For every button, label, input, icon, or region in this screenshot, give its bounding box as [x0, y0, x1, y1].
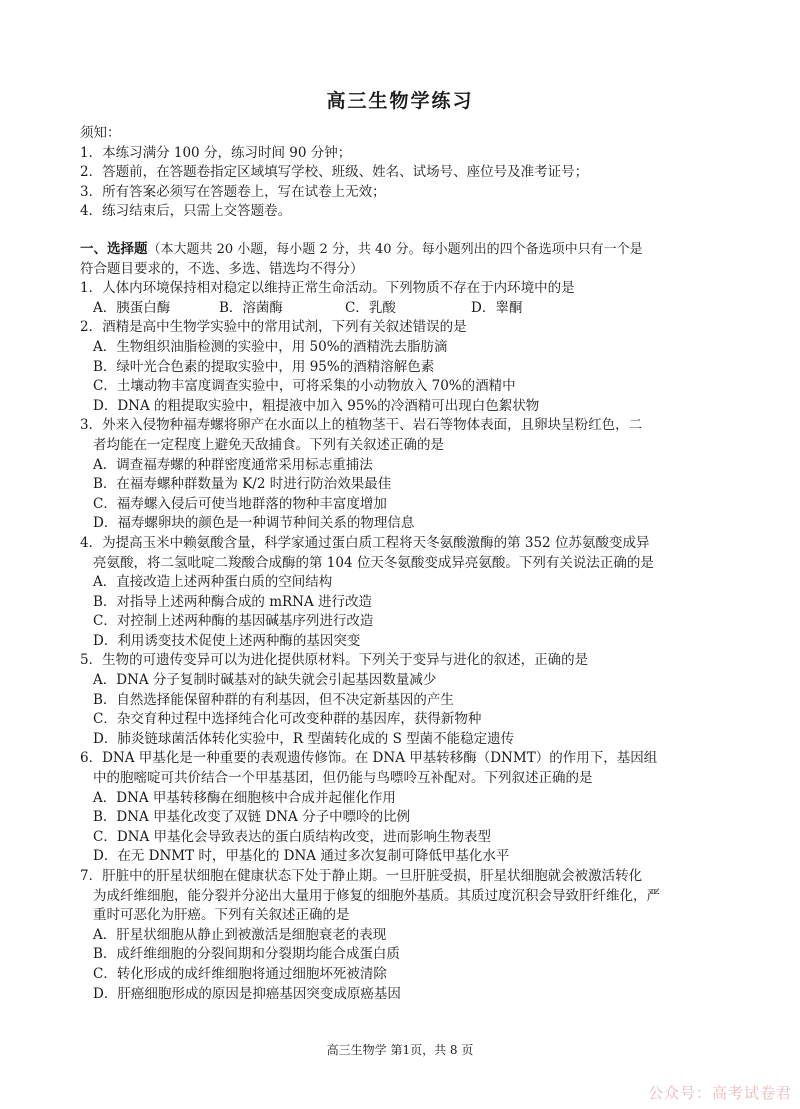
option-d: D．在无 DNMT 时，甲基化的 DNA 通过多次复制可降低甲基化水平 — [93, 848, 510, 865]
option-c: C．转化形成的成纤维细胞将通过细胞坏死被清除 — [93, 965, 387, 982]
watermark: 公众号：高考试卷君 — [647, 1084, 792, 1102]
option-a: A．生物组织油脂检测的实验中，用 50%的酒精洗去脂肪滴 — [93, 338, 448, 355]
questions-block — [80, 240, 720, 1004]
option-c: C．DNA 甲基化会导致表达的蛋白质结构改变，进而影响生物表型 — [93, 828, 492, 845]
page-footer: 高三生物学 第1页，共 8 页 — [326, 1043, 474, 1057]
question-4-stem-cont: 亮氨酸，将二氢吡啶二羧酸合成酶的第 104 位天冬氨酸变成异亮氨酸。下列有关说法正确的是 — [93, 554, 654, 571]
option-c: C．福寿螺入侵后可使当地群落的物种丰富度增加 — [93, 495, 387, 512]
question-1-options — [80, 299, 720, 319]
option-a: A．调查福寿螺的种群密度通常采用标志重捕法 — [93, 456, 373, 473]
question-4-stem: 4．为提高玉米中赖氨酸含量，科学家通过蛋白质工程将天冬氨酸激酶的第 352 位苏氨酸变成异 — [80, 534, 650, 551]
question-6-stem-cont: 中的胞嘧啶可共价结合一个甲基基团，但仍能与鸟嘌呤互补配对。下列叙述正确的是 — [93, 770, 593, 787]
option-b: B．DNA 甲基化改变了双链 DNA 分子中嘌呤的比例 — [93, 809, 411, 826]
option-d: D．利用诱变技术促使上述两种酶的基因突变 — [93, 632, 361, 649]
option-d: D．睾酮 — [471, 299, 523, 316]
option-b: B．成纤维细胞的分裂间期和分裂期均能合成蛋白质 — [93, 946, 400, 963]
section-desc: （本大题共 20 小题，每小题 2 分，共 40 分。每小题列出的四个备选项中只有一个是 — [147, 242, 643, 257]
page-title: 高三生物学练习 — [326, 90, 474, 112]
notice-block — [80, 124, 720, 222]
option-d: D．肝癌细胞形成的原因是抑癌基因突变成原癌基因 — [93, 985, 401, 1002]
notice-item: 2．答题前，在答题卷指定区域填写学校、班级、姓名、试场号、座位号及准考证号； — [80, 164, 589, 181]
option-a: A．肝星状细胞从静止到被激活是细胞衰老的表现 — [93, 926, 387, 943]
option-a: A．DNA 甲基转移酶在细胞核中合成并起催化作用 — [93, 789, 396, 806]
question-2-stem: 2．酒精是高中生物学实验中的常用试剂，下列有关叙述错误的是 — [80, 319, 467, 336]
option-c: C．杂交育种过程中选择纯合化可改变种群的基因库，获得新物种 — [93, 711, 482, 728]
option-a: A．直接改造上述两种蛋白质的空间结构 — [93, 574, 333, 591]
option-b: B．溶菌酶 — [219, 299, 283, 316]
section-title: 一、选择题 — [80, 241, 148, 257]
option-d: D．DNA 的粗提取实验中，粗提液中加入 95%的冷酒精可出现白色絮状物 — [93, 397, 540, 414]
option-b: B．对指导上述两种酶合成的 mRNA 进行改造 — [93, 593, 373, 610]
option-b: B．在福寿螺种群数量为 K/2 时进行防治效果最佳 — [93, 476, 392, 493]
option-a: A．胰蛋白酶 — [93, 299, 171, 316]
option-c: C．土壤动物丰富度调查实验中，可将采集的小动物放入 70%的酒精中 — [93, 378, 516, 395]
option-c: C．乳酸 — [345, 299, 396, 316]
option-d: D．肺炎链球菌活体转化实验中，R 型菌转化成的 S 型菌不能稳定遗传 — [93, 730, 515, 747]
question-3-stem-cont: 者均能在一定程度上避免天敌捕食。下列有关叙述正确的是 — [93, 436, 444, 453]
question-3-stem: 3．外来入侵物种福寿螺将卵产在水面以上的植物茎干、岩石等物体表面，且卵块呈粉红色，二 — [80, 417, 643, 434]
notice-item: 3．所有答案必须写在答题卷上，写在试卷上无效； — [80, 183, 386, 200]
option-a: A．DNA 分子复制时碱基对的缺失就会引起基因数量减少 — [93, 672, 437, 689]
option-c: C．对控制上述两种酶的基因碱基序列进行改造 — [93, 613, 374, 630]
question-5-stem: 5．生物的可遗传变异可以为进化提供原材料。下列关于变异与进化的叙述，正确的是 — [80, 652, 589, 669]
question-6-stem: 6．DNA 甲基化是一种重要的表观遗传修饰。在 DNA 甲基转移酶（DNMT）的作用下，基因组 — [80, 750, 658, 767]
option-d: D．福寿螺卵块的颜色是一种调节种间关系的物理信息 — [93, 515, 415, 532]
notice-item: 1．本练习满分 100 分，练习时间 90 分钟； — [80, 144, 352, 161]
question-7-stem-cont: 为成纤维细胞，能分裂并分泌出大量用于修复的细胞外基质。其质过度沉积会导致肝纤维化，严 — [93, 887, 660, 904]
option-b: B．自然选择能保留种群的有利基因，但不决定新基因的产生 — [93, 691, 454, 708]
section-desc: 符合题目要求的，不选、多选、错选均不得分） — [80, 260, 364, 277]
section-header — [80, 240, 720, 260]
notice-item: 4．练习结束后，只需上交答题卷。 — [80, 203, 292, 220]
notice-heading: 须知： — [80, 125, 121, 141]
question-7-stem-cont: 重时可恶化为肝癌。下列有关叙述正确的是 — [93, 907, 350, 924]
question-1-stem: 1．人体内环境保持相对稳定以维持正常生命活动。下列物质不存在于内环境中的是 — [80, 280, 575, 297]
question-7-stem: 7．肝脏中的肝星状细胞在健康状态下处于静止期。一旦肝脏受损，肝星状细胞就会被激活转化 — [80, 868, 643, 884]
option-b: B．绿叶光合色素的提取实验中，用 95%的酒精溶解色素 — [93, 358, 435, 375]
